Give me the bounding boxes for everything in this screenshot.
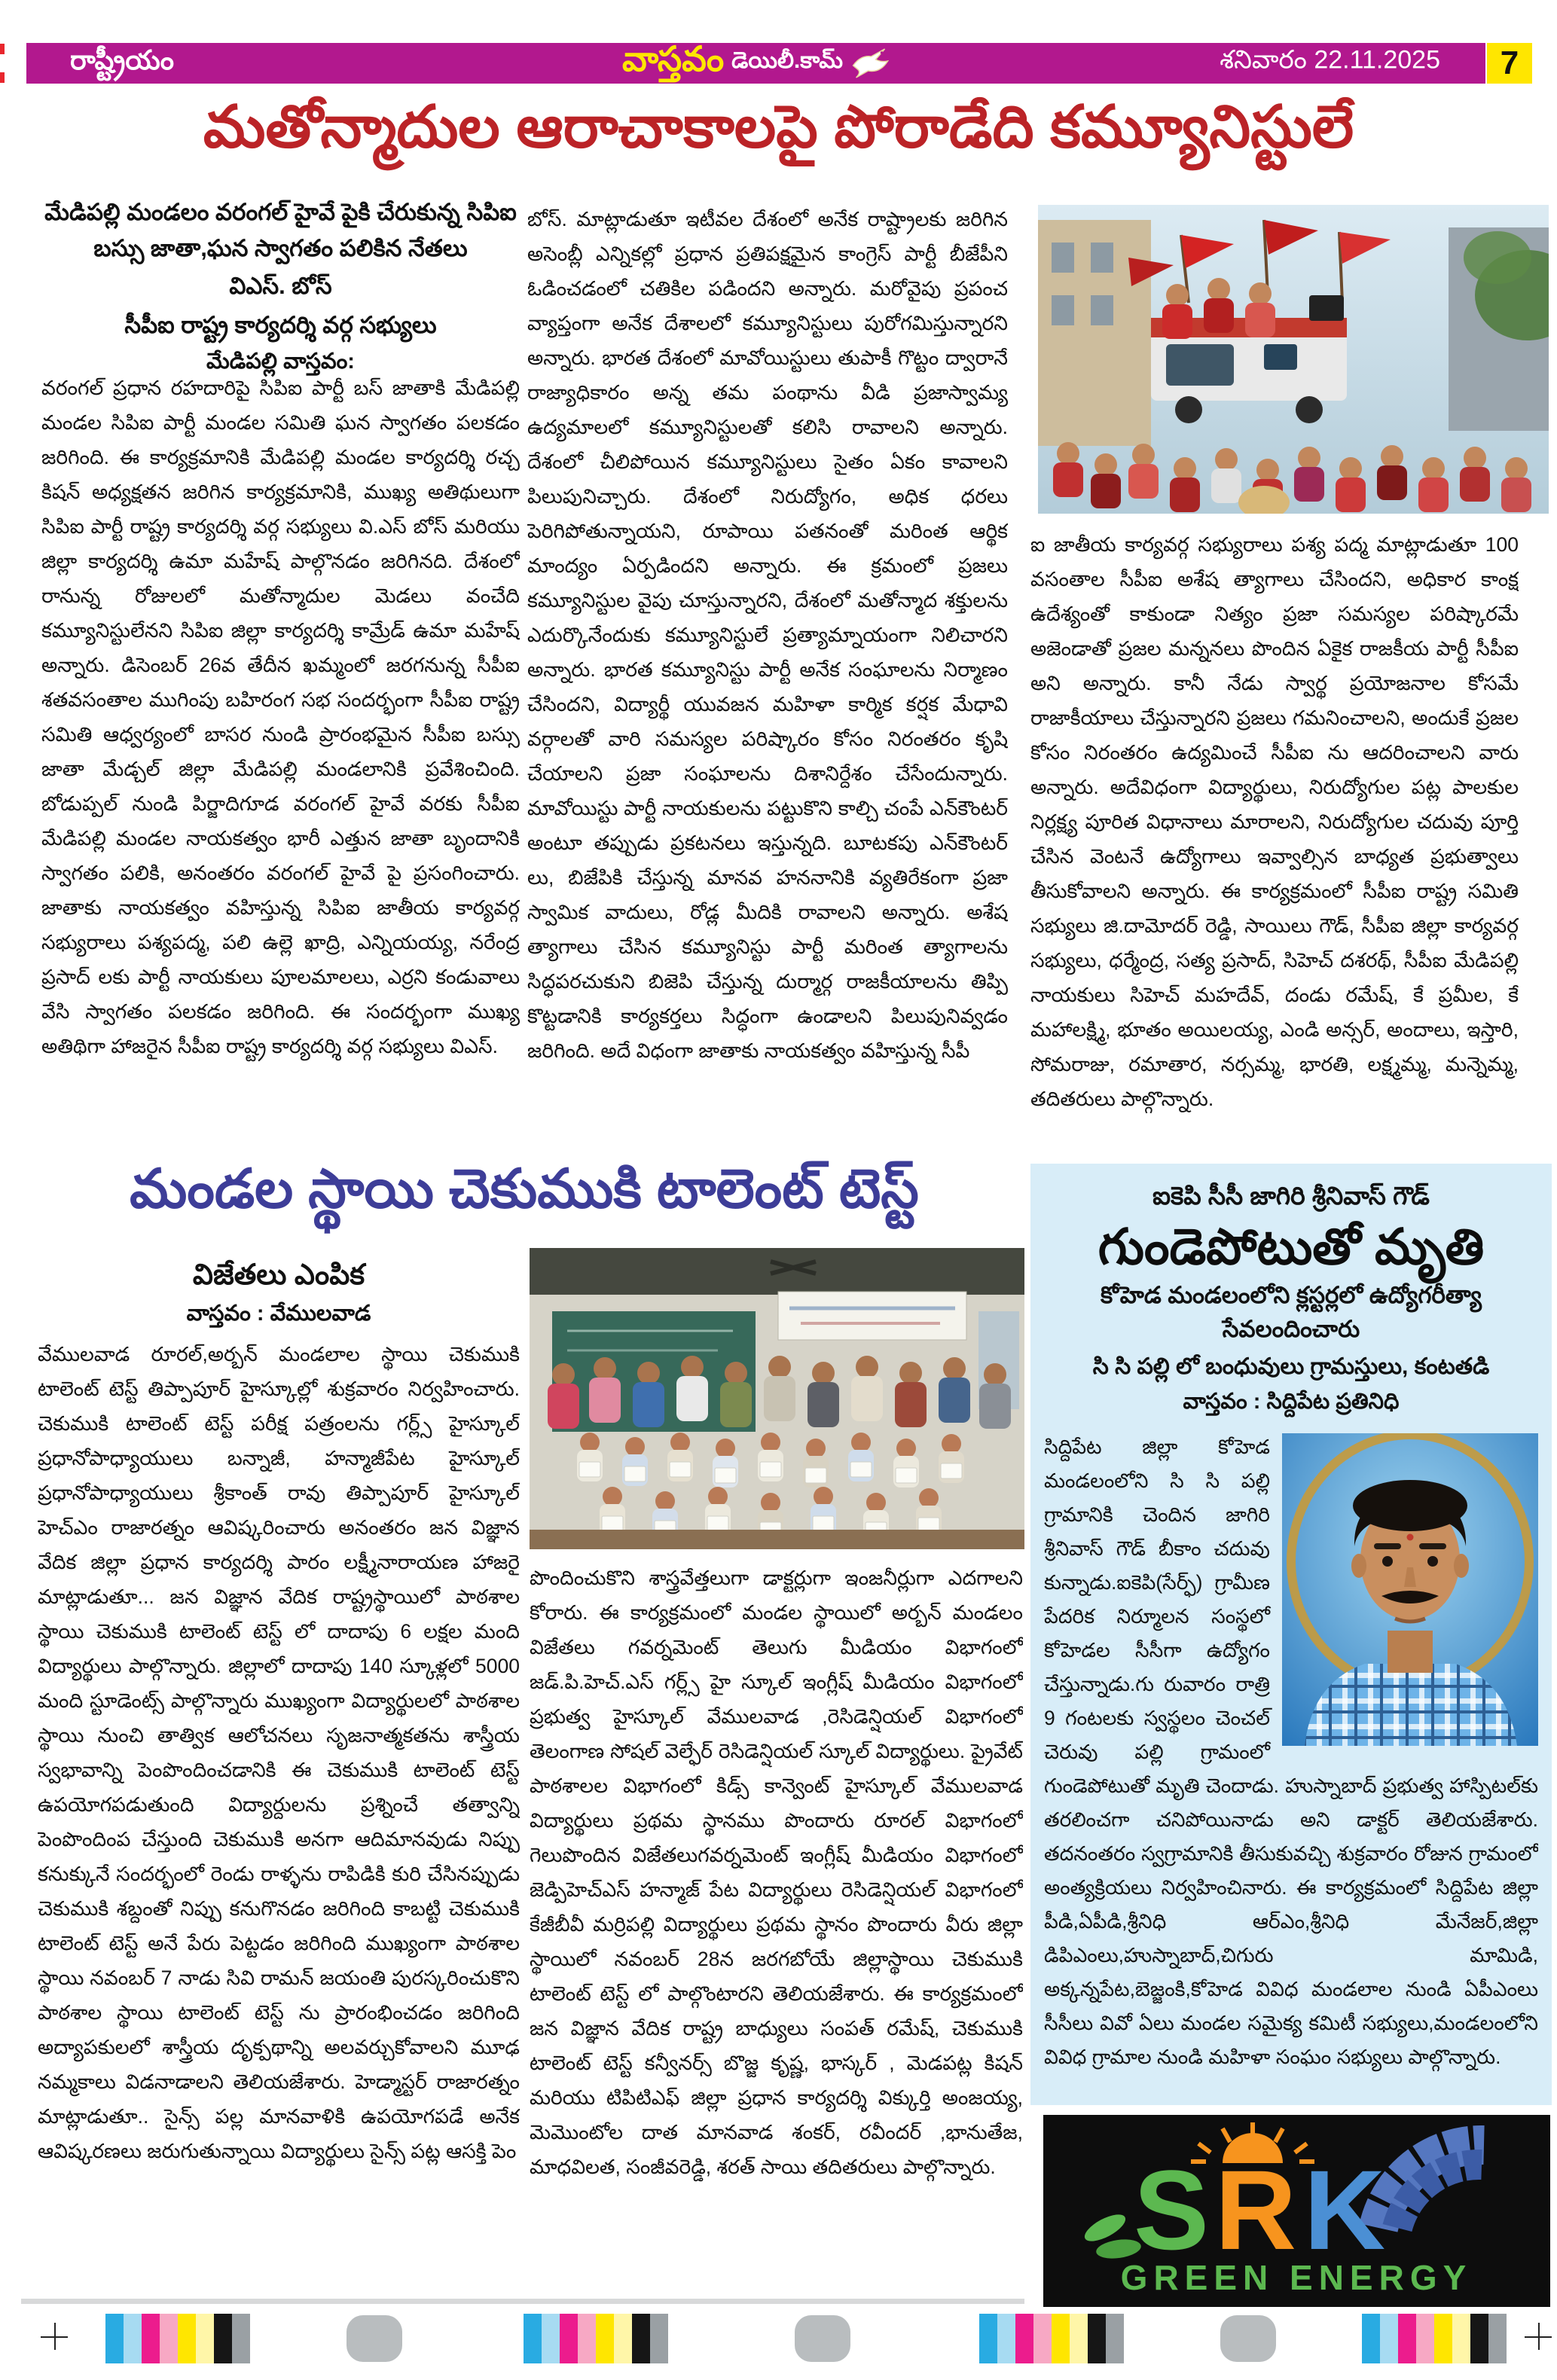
tilak: [1407, 1534, 1414, 1541]
article3-body: [1044, 1430, 1538, 2086]
cmyk-bar-group: [1362, 2314, 1507, 2363]
color-bar: [124, 2314, 142, 2363]
article3-body2: గ్రామంలో గుండెపోటుతో మృతి చెందాడు. హుస్నాబాద్ ప్రభుత్వ హాస్పిటల్‌కు తరలించగా చనిపోయినాడు అని డాక్టర్ తెలియజేశారు. తదనంతరం స్వగ్రామానికి తీసుకువచ్చి శుక్రవారం రోజున గ్రామంలో అంత్యక్రియలు నిర్వహించినారు. ఈ కార్యక్రమంలో సిద్దిపేట జిల్లా పీడి,ఏపీడి,శ్రీనిధి ఆర్ఎం,శ్రీనిధి మేనేజర్,జిల్లా డిపిఎంలు,హుస్నాబాద్,చిగురు మామిడి, అక్కన్నపేట,బెజ్జంకి,కోహెడ వివిధ మండలాల నుండి ఏపీఎంలు సీసీలు వివో ఏలు మండల సమైక్య కమిటీ సభ్యులు,మండలంలోని వివిధ గ్రామాల నుండి మహిళా సంఘం సభ్యులు పాల్గొన్నారు.: [1044, 1741, 1538, 2069]
color-bar: [196, 2314, 214, 2363]
cmyk-bar-group: [524, 2314, 668, 2363]
srk-ad: [1043, 2115, 1550, 2307]
registration-cross: [1525, 2323, 1552, 2350]
color-bar: [232, 2314, 250, 2363]
color-bar: [1015, 2314, 1033, 2363]
color-bar: [542, 2314, 560, 2363]
srk-tagline: GREEN ENERGY: [1120, 2258, 1473, 2297]
color-bar: [1416, 2314, 1434, 2363]
article2-dateline: వాస్తవం : వేములవాడ: [186, 1301, 371, 1326]
cmyk-bar-group: [979, 2314, 1124, 2363]
article3-lede: సి సి పల్లి లో బంధువులు గ్రామస్తులు, కంటతడి: [1092, 1354, 1490, 1380]
article1-column3: ఐ జాతీయ కార్యవర్గ సభ్యురాలు పశ్య పద్మ మాట్లాడుతూ 100 వసంతాల సీపీఐ అశేష త్యాగాలు చేసిందని, అధికార కాంక్ష ఉదేశ్యంతో కాకుండా నిత్యం ప్రజా సమస్యల పరిష్కారమే అజెండాతో ప్రజల మన్ననలు పొందిన ఏకైక రాజకీయ పార్టీ సీపీఐ అని అన్నారు. కానీ నేడు స్వార్థ ప్రయోజనాల కోసమే రాజాకీయాలు చేస్తున్నారని ప్రజలు గమనించాలని, అందుకే ప్రజల కోసం నిరంతరం ఉద్యమించే సీపీఐ ను ఆదరించాలని వారు అన్నారు. అదేవిధంగా విద్యార్థులు, నిరుద్యోగుల పట్ల పాలకుల నిర్లక్ష్య పూరిత విధానాలు మారాలని, నిరుద్యోగుల చదువు పూర్తి చేసిన వెంటనే ఉద్యోగాలు ఇవ్వాల్సిన బాధ్యత ప్రభుత్వాలు తీసుకోవాలని అన్నారు. ఈ కార్యక్రమంలో సీపీఐ రాష్ట్ర సమితి సభ్యులు జి.దామోదర్ రెడ్డి, సాయిలు గౌడ్, సీపీఐ జిల్లా కార్యవర్గ సభ్యులు, ధర్మేంద్ర, సత్య ప్రసాద్, సిహెచ్ దశరథ్, సీపీఐ మేడిపల్లి నాయకులు సిహెచ్ మహదేవ్, దండు రమేష్, కే ప్రమీల, కే మహాలక్ష్మి, భూతం అయిలయ్య, ఎండి అన్సర్, అందాలు, ఇస్తారి, సోమరాజు, రమాతార, నర్సమ్మ, భారతి, లక్ష్మమ్మ, మన్నెమ్మ, తదితరులు పాల్గొన్నారు.: [1030, 533, 1519, 1110]
color-bar: [214, 2314, 232, 2363]
article1-column2: బోస్. మాట్లాడుతూ ఇటీవల దేశంలో అనేక రాష్ట్రాలకు జరిగిన అసెంబ్లీ ఎన్నికల్లో ప్రధాన ప్రతిపక్షమైన కాంగ్రెస్ పార్టీ బీజేపీని ఓడించడంలో చతికిల పడిందని అన్నారు. మరోవైపు ప్రపంచ వ్యాప్తంగా అనేక దేశాలలో కమ్యూనిస్టులు పురోగమిస్తున్నారని అన్నారు. భారత దేశంలో మావోయిస్టులు తుపాకీ గొట్టం ద్వారానే రాజ్యాధికారం అన్న తమ పంథాను వీడి ప్రజాస్వామ్య ఉద్యమాలలో కమ్యూనిస్టులతో కలిసి రావాలని అన్నారు. దేశంలో చీలిపోయిన కమ్యూనిస్టులు సైతం ఏకం కావాలని పిలుపునిచ్చారు. దేశంలో నిరుద్యోగం, అధిక ధరలు పెరిగిపోతున్నాయని, రూపాయి పతనంతో మరింత ఆర్థిక మాంద్యం ఏర్పడిందని అన్నారు. ఈ క్రమంలో ప్రజలు కమ్యూనిస్టుల వైపు చూస్తున్నారని, దేశంలో మతోన్మాద శక్తులను ఎదుర్కొనేందుకు కమ్యూనిస్టులే ప్రత్యామ్నాయంగా నిలిచారని అన్నారు. భారత కమ్యూనిస్టు పార్టీ అనేక సంఘాలను నిర్మాణం చేసిందని, విద్యార్థీ యువజన మహిళా కార్మిక కర్షక మేధావి వర్గాలతో వారి సమస్యల పరిష్కారం కోసం నిరంతరం కృషి చేయాలని ప్రజా సంఘాలను దిశానిర్దేశం చేసేందున్నారు. మావోయిస్టు పార్టీ నాయకులను పట్టుకొని కాల్చి చంపే ఎన్‌కౌంటర్ అంటూ తప్పుడు ప్రకటనలు ఇస్తున్నది. బూటకపు ఎన్‌కౌంటర్ లు, బిజేపికి చేస్తున్న మానవ హననానికి వ్యతిరేకంగా ప్రజా స్వామిక వాదులు, రోడ్ల మీదికి రావాలని అన్నారు. అశేష త్యాగాలు చేసిన కమ్యూనిస్టు పార్టీ మరింత త్యాగాలను సిద్ధపరచుకుని బిజెపి చేస్తున్న దుర్మార్గ రాజకీయాలను తిప్పి కొట్టడానికి కార్యకర్తలు సిద్ధంగా ఉండాలని పిలుపునివ్వడం జరిగింది. అదే విధంగా జాతాకు నాయకత్వం వహిస్తున్న సీపీ: [527, 208, 1008, 1062]
group-photo: [530, 1248, 1024, 1549]
page-number: 7: [1500, 44, 1519, 81]
article1-byline-name: విఎస్. బోస్: [229, 273, 332, 300]
article1-dateline: మేడిపల్లి వాస్తవం:: [206, 349, 355, 374]
color-bar: [105, 2314, 124, 2363]
gray-blob: [347, 2315, 402, 2362]
banner: [778, 1292, 966, 1340]
color-bar: [524, 2314, 542, 2363]
srk-letter-s: S: [1133, 2147, 1210, 2273]
print-marks-row: [0, 2314, 1557, 2366]
color-bar: [596, 2314, 614, 2363]
color-bar: [1070, 2314, 1088, 2363]
color-bar: [979, 2314, 997, 2363]
article2-column1: వేములవాడ రూరల్,అర్బన్ మండలాల స్థాయి చెకుముకి టాలెంట్ టెస్ట్ తిప్పాపూర్ హైస్కూల్లో శుక్రవారం నిర్వహించారు. చెకుముకి టాలెంట్ టెస్ట్ పరీక్ష పత్రంలను గర్ల్స్ హైస్కూల్ ప్రధానోపాధ్యాయులు బన్నాజీ, హన్మాజీపేట హైస్కూల్ ప్రధానోపాధ్యాయులు శ్రీకాంత్ రావు తిప్పాపూర్ హైస్కూల్ హెచ్ఎం రాజారత్నం ఆవిష్కరించారు అనంతరం జన విజ్ఞాన వేదిక జిల్లా ప్రధాన కార్యదర్శి పారం లక్ష్మీనారాయణ హాజరై మాట్లాడుతూ... జన విజ్ఞాన వేదిక రాష్ట్రస్థాయిలో పాఠశాల స్థాయి చెకుముకి టాలెంట్ టెస్ట్ లో దాదాపు 6 లక్షల మంది విద్యార్థులు పాల్గొన్నారు. జిల్లాలో దాదాపు 140 స్కూళ్లలో 5000 మంది స్టూడెంట్స్ పాల్గొన్నారు ముఖ్యంగా విద్యార్థులలో పాఠశాల స్థాయి నుంచి తాత్విక ఆలోచనలు సృజనాత్మకతను శాస్త్రీయ స్వభావాన్ని పెంపొందించడానికి ఈ చెకుముకి టాలెంట్ టెస్ట్ ఉపయోగపడుతుంది విద్యార్దులను ప్రశ్నించే తత్వాన్ని పెంపొందింప చేస్తుంది చెకుముకి అనగా ఆదిమానవుడు నిప్పు కనుక్కునే సందర్భంలో రెండు రాళ్ళను రాపిడికి కురి చేసినప్పుడు చెకుముకి శబ్దంతో నిప్పు కనుగొనడం జరిగింది కాబట్టి చెకుముకి టాలెంట్ టెస్ట్ అనే పేరు పెట్టడం జరిగింది ముఖ్యంగా పాఠశాల స్థాయి నవంబర్ 7 నాడు సివి రామన్ జయంతి పురస్కరించుకొని పాఠశాల స్థాయి టాలెంట్ టెస్ట్ ను ప్రారంభించడం జరిగింది అద్యాపకులలో శాస్త్రీయ దృక్పథాన్ని అలవర్చుకోవాలని మూఢ నమ్మకాలు విడనాడాలని తెలియజేశారు. హెడ్మాస్టర్ రాజారత్నం మాట్లాడుతూ.. సైన్స్ పల్ల మానవాళికి ఉపయోగపడే అనేక ఆవిష్కరణలు జరుగుతున్నాయి విద్యార్థులు సైన్స్ పట్ల ఆసక్తి పెం: [38, 1343, 520, 2162]
portrait-photo: [1282, 1433, 1538, 1746]
article2-headline: మండల స్థాయి చెకుముకి టాలెంట్ టెస్ట్: [130, 1159, 919, 1219]
bleed-mark: [0, 72, 5, 83]
brand-title: వాస్తవం: [622, 39, 725, 78]
article1-column1: వరంగల్ ప్రధాన రహదారిపై సిపిఐ పార్టీ బస్ జాతాకి మేడిపల్లి మండల సిపిఐ పార్టీ మండల సమితి ఘన స్వాగతం పలకడం జరిగింది. ఈ కార్యక్రమానికి మేడిపల్లి మండల కార్యదర్శి రచ్చ కిషన్ అధ్యక్షతన జరిగిన కార్యక్రమానికి, ముఖ్య అతిథులుగా సిపిఐ పార్టీ రాష్ట్ర కార్యదర్శి వర్గ సభ్యులు వి.ఎస్ బోస్ మరియు జిల్లా కార్యదర్శి ఉమా మహేష్ పాల్గొనడం జరిగినది. దేశంలో రానున్న రోజులలో మతోన్మాదుల మెడలు వంచేది కమ్యూనిస్టులేనని సిపిఐ జిల్లా కార్యదర్శి కామ్రేడ్ ఉమా మహేష్ అన్నారు. డిసెంబర్ 26వ తేదీన ఖమ్మంలో జరగనున్న సీపీఐ శతవసంతాల ముగింపు బహిరంగ సభ సందర్భంగా సీపీఐ రాష్ట్ర సమితి ఆధ్వర్యంలో బాసర నుండి ప్రారంభమైన సీపీఐ బస్సు జాతా మేడ్చల్ జిల్లా మేడిపల్లి మండలానికి ప్రవేశించింది. బోడుప్పల్ నుండి పిర్జాదిగూడ వరంగల్ హైవే వరకు సీపీఐ మేడిపల్లి మండల నాయకత్వం భారీ ఎత్తున జాతా బృందానికి స్వాగతం పలికి, అనంతరం వరంగల్ హైవే పై ప్రసంగించారు. జాతాకు నాయకత్వం వహిస్తున్న సిపిఐ జాతీయ కార్యవర్గ సభ్యురాలు పశ్యపద్మ, పలి ఉల్లె ఖాద్రి, ఎన్నియయ్య, నరేంద్ర ప్రసాద్ లకు పార్టీ నాయకులు పూలమాలలు, ఎర్రని కండువాలు వేసి స్వాగతం పలకడం జరిగింది. ఈ సందర్భంగా ముఖ్య అతిథిగా హాజరైన సీపీఐ రాష్ట్ర కార్యదర్శి వర్గ సభ్యులు విఎస్.: [41, 377, 520, 1057]
color-bar: [632, 2314, 650, 2363]
color-bar: [997, 2314, 1015, 2363]
article3-body1: సిద్దిపేట జిల్లా కోహెడ మండలంలోని సి సి పల్లి గ్రామానికి చెందిన జాగిరి శ్రీనివాస్ గౌడ్ బీకాం చదువు కున్నాడు.ఐకెపి(సేర్ఫ్) గ్రామీణ పేదరిక నిర్మూలన సంస్థలో కోహెడల సీసీగా ఉద్యోగం చేస్తున్నాడు.గు రువారం రాత్రి 9 గంటలకు స్వస్థలం చెంచల్ చెరువు పల్లి: [1044, 1436, 1270, 1764]
color-bar: [1380, 2314, 1398, 2363]
color-bar: [1488, 2314, 1507, 2363]
color-bar: [160, 2314, 178, 2363]
registration-cross: [41, 2323, 68, 2350]
page-number-box: [1487, 43, 1532, 84]
color-bar: [614, 2314, 632, 2363]
color-bar: [1088, 2314, 1106, 2363]
color-bar: [1033, 2314, 1052, 2363]
color-bar: [1434, 2314, 1452, 2363]
edition-date: శనివారం 22.11.2025: [1220, 45, 1440, 75]
color-bar: [1106, 2314, 1124, 2363]
color-bar: [560, 2314, 578, 2363]
bleed-mark: [0, 44, 5, 54]
srk-letter-r: R: [1214, 2147, 1297, 2273]
article2-subhead: విజేతలు ఎంపిక: [192, 1259, 365, 1291]
gray-blob: [1220, 2315, 1276, 2362]
gray-blob: [795, 2315, 850, 2362]
srk-letter-k: K: [1303, 2147, 1386, 2273]
cmyk-bar-group: [105, 2314, 250, 2363]
color-bar: [178, 2314, 196, 2363]
article2-column2: పొందించుకొని శాస్త్రవేత్తలుగా డాక్టర్లుగా ఇంజనీర్లుగా ఎదగాలని కోరారు. ఈ కార్యక్రమంలో మండల స్థాయిలో అర్బన్ మండలం విజేతలు గవర్నమెంట్ తెలుగు మీడియం విభాగంలో జడ్.పి.హెచ్.ఎస్ గర్ల్స్ హై స్కూల్ ఇంగ్లీష్ మీడియం విభాగంలో ప్రభుత్వ హైస్కూల్ వేములవాడ ,రెసిడెన్షియల్ విభాగంలో తెలంగాణ సోషల్ వెల్ఫేర్ రెసిడెన్షియల్ స్కూల్ విద్యార్థులు. ప్రైవేట్ పాఠశాలల విభాగంలో కిడ్స్ కాన్వెంట్ హైస్కూల్ వేములవాడ విద్యార్థులు ప్రథమ స్థానము పొందారు రూరల్ విభాగంలో గెలుపొందిన విజేతలుగవర్నమెంట్ ఇంగ్లీష్ మీడియం విభాగంలో జెడ్పిహెచ్ఎస్ హన్మాజ్ పేట విద్యార్థులు రెసిడెన్షియల్ విభాగంలో కేజీబీవీ మర్రిపల్లి విద్యార్థులు ప్రథమ స్థానం పొందారు వీరు జిల్లా స్థాయిలో నవంబర్ 28న జరగబోయే జిల్లాస్థాయి చెకుముకి టాలెంట్ టెస్ట్ లో పాల్గొంటారని తెలియజేశారు. ఈ కార్యక్రమంలో జన విజ్ఞాన వేదిక రాష్ట్ర బాధ్యులు సంపత్ రమేష్, చెకుముకి టాలెంట్ టెస్ట్ కన్వీనర్స్ బొజ్జ కృష్ణ, భాస్కర్ , మెడపట్ల కిషన్ మరియు టిపిటిఎఫ్ జిల్లా ప్రధాన కార్యదర్శి విక్కుర్తి అంజయ్య, మెమొంటోల దాత మానవాడ శంకర్, రవీందర్ ,భానుతేజ, మాధవిలత, సంజీవరెడ్డి, శరత్ సాయి తదితరులు పాల్గొన్నారు.: [530, 1567, 1023, 2178]
article1-headline: మతోన్మాదుల ఆరాచాకాలపై పోరాడేది కమ్యూనిస్టులే: [203, 93, 1354, 160]
article3-subhead: కోహెడ మండలంలోని క్లస్టర్లలో ఉద్యోగరీత్యా సేవలందించారు: [1101, 1282, 1482, 1343]
article3-headline: గుండెపోటుతో మృతి: [1098, 1219, 1485, 1274]
color-bar: [1052, 2314, 1070, 2363]
rally-photo: [1038, 205, 1549, 514]
brand-block: [622, 38, 890, 88]
color-bar: [1362, 2314, 1380, 2363]
section-label: రాష్ట్రీయం: [70, 44, 174, 75]
article3-box: [1030, 1164, 1552, 2105]
color-bar: [650, 2314, 668, 2363]
color-bar: [142, 2314, 160, 2363]
article1-deck-line2: బస్సు జాతా,ఘన స్వాగతం పలికిన నేతలు: [93, 235, 468, 262]
article1-byline-role: సీపీఐ రాష్ట్ర కార్యదర్శి వర్గ సభ్యులు: [124, 311, 437, 338]
color-bar: [1470, 2314, 1488, 2363]
dove-icon: [850, 46, 890, 81]
article3-kicker: ఐకెపి సీసీ జాగిరి శ్రీనివాస్ గౌడ్: [1152, 1182, 1430, 1210]
color-bar: [578, 2314, 596, 2363]
article1-deck: [41, 194, 520, 381]
brand-suffix: డెయిలీ.కామ్: [731, 47, 843, 73]
article1-deck-line1: మేడిపల్లి మండలం వరంగల్ హైవే పైకి చేరుకున్న సిపిఐ: [44, 199, 517, 225]
bottom-rule: [21, 2299, 1024, 2304]
article3-dateline: వాస్తవం : సిద్దిపేట ప్రతినిధి: [1183, 1390, 1400, 1414]
masthead: [26, 39, 1485, 84]
color-bar: [1398, 2314, 1416, 2363]
color-bar: [1452, 2314, 1470, 2363]
